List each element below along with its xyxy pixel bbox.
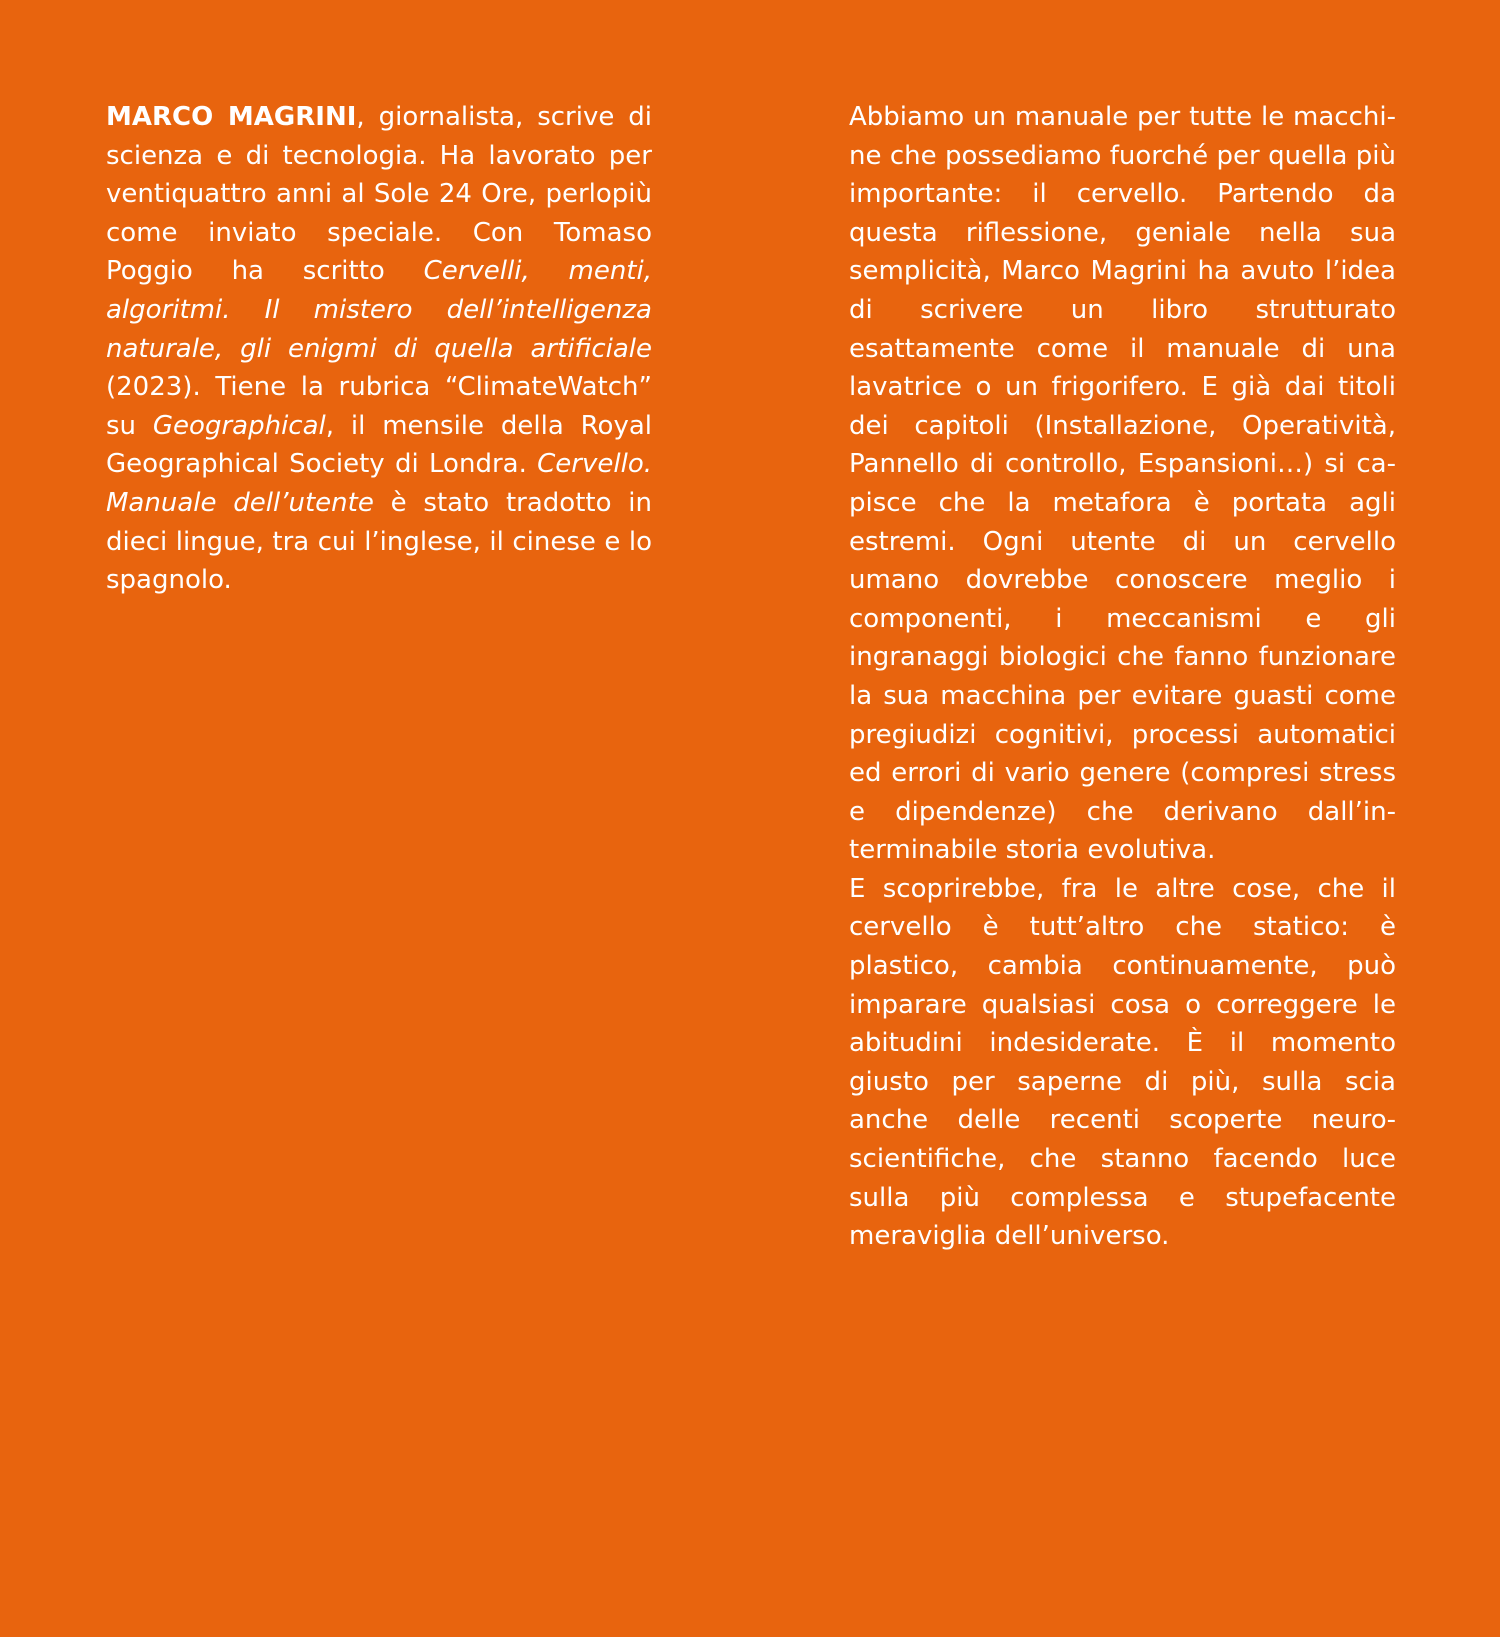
author-bio-text: (2023). Tiene la rubrica “ClimateWatch” su <box>106 372 652 441</box>
book-blurb <box>849 98 1396 1256</box>
magazine-title: Geographical <box>152 410 326 441</box>
author-bio-text: , giornalista, scrive di scienza e di tecnologia. Ha lavorato per ventiquattro anni al Sole 24 Ore, perlopiù come inviato speciale. Con Tomaso Poggio ha scritto <box>106 102 652 287</box>
author-name: MARCO MAGRINI <box>106 102 357 132</box>
blurb-paragraph-1: Abbiamo un manuale per tutte le macchine che possediamo fuorché per quella più importante: il cervello. Partendo da questa riflessione, geniale nella sua semplicità, Marco Magrini ha avuto l’idea di scrivere un libro strutturato esattamente come il manuale di una lavatrice o un frigorifero. E già dai titoli dei capitoli (Installazione, Operatività, Pannello di controllo, Espansioni…) si capisce che la metafora è portata agli estremi. Ogni utente di un cervello umano dovrebbe conoscere meglio i componenti, i meccanismi e gli ingranaggi biologici che fanno funzionare la sua macchina per evitare guasti come pregiudizi cognitivi, processi automatici ed errori di vario genere (compresi stress e dipendenze) che derivano dall’interminabile storia evolutiva. <box>849 102 1396 866</box>
author-bio-text: , il mensile della Royal Geographical Society di Londra. <box>106 410 652 480</box>
book-title-cervelli: Cervelli, menti, algoritmi. Il mistero dell’intelligenza naturale, gli enigmi di quella artificiale <box>106 256 652 364</box>
blurb-paragraph-2: E scoprirebbe, fra le altre cose, che il cervello è tutt’altro che statico: è plastico, cambia continuamente, può imparare qualsiasi cosa o correggere le abitudini indesiderate. È il momento giusto per saperne di più, sulla scia anche delle recenti scoperte neuroscientifiche, che stanno facendo luce sulla più complessa e stupefacente meraviglia dell’universo. <box>849 873 1396 1252</box>
book-title-cervello: Cervello. Manuale dell’utente <box>106 449 652 518</box>
author-bio-text: è stato tradotto in dieci lingue, tra cui l’inglese, il cinese e lo spagnolo. <box>106 487 652 596</box>
author-bio <box>106 98 652 600</box>
author-bio-paragraph <box>106 98 652 600</box>
